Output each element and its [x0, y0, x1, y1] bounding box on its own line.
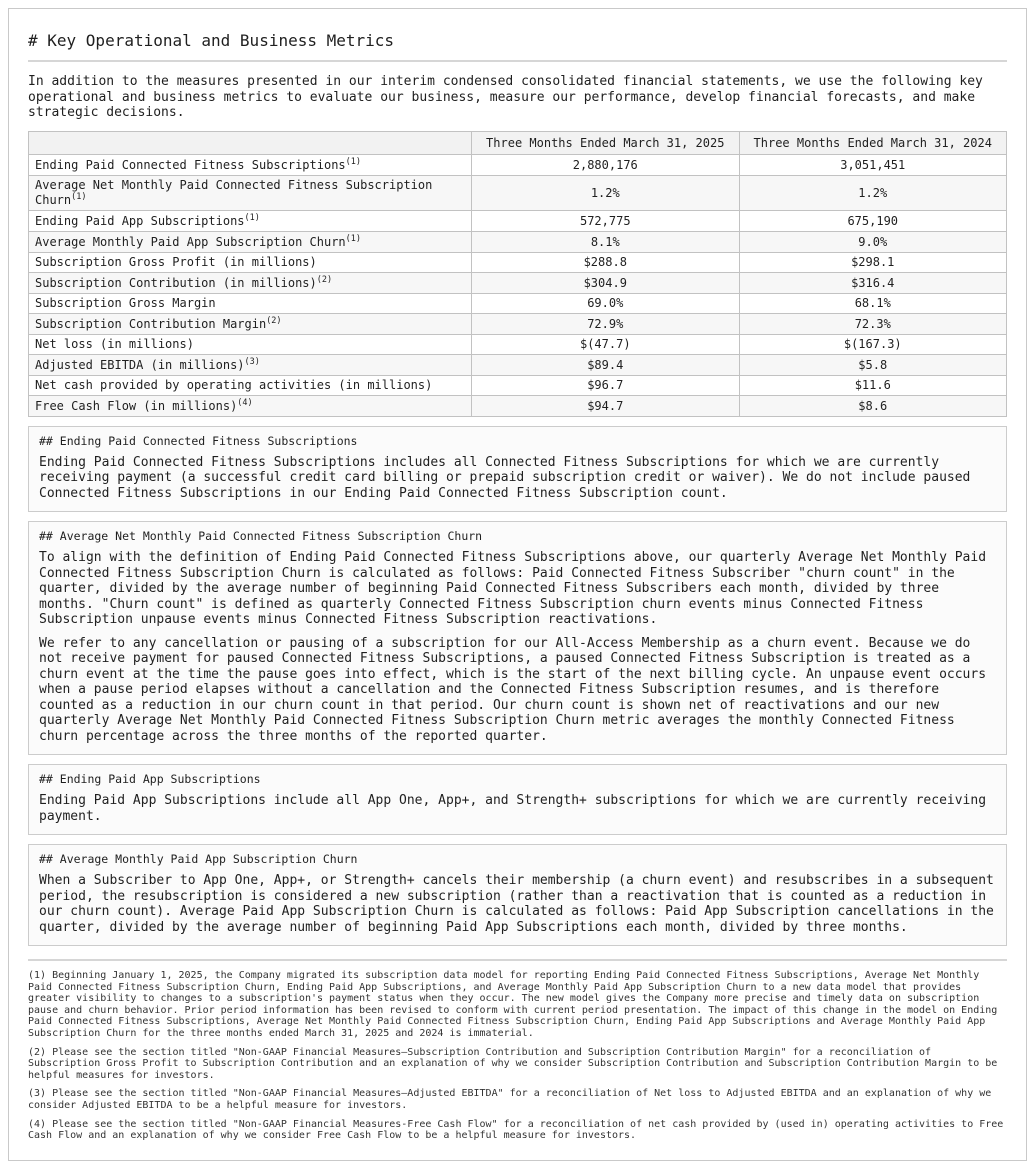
value-2024: $298.1 — [739, 252, 1007, 272]
section-paragraph: Ending Paid Connected Fitness Subscriptions includes all Connected Fitness Subscriptions for which we are currently receiving payment (a successful credit card billing or prepaid subscription credit or waiver). We do not include paused Connected Fitness Subscriptions in our Ending Paid Connected Fitness Subscription count. — [39, 454, 971, 501]
definition-section — [28, 521, 1007, 755]
value-2024: 9.0% — [739, 231, 1007, 252]
footnotes — [28, 970, 1007, 1142]
metric-label: Net cash provided by operating activities (in millions) — [29, 375, 472, 395]
value-2025: $89.4 — [472, 354, 739, 375]
definition-sections — [28, 426, 1007, 947]
section-paragraph: Ending Paid App Subscriptions include all App One, App+, and Strength+ subscriptions for which we are currently receiving payment. — [39, 793, 987, 824]
section-paragraph: When a Subscriber to App One, App+, or Strength+ cancels their membership (a churn event) and resubscribes in a subsequent period, the resubscription is considered a new subscription (rather than a reactivation that is counted as a reduction in our churn count). Average Paid App Subscription Churn is calculated as follows: Paid App Subscription cancellations in the quarter, divided by the average number of beginning Paid App Subscriptions each month, divided by three months. — [39, 873, 994, 935]
intro-paragraph: In addition to the measures presented in our interim condensed consolidated financial statements, we use the following key operational and business metrics to evaluate our business, measure our performance, develop financial forecasts, and make strategic decisions. — [28, 74, 983, 120]
table-row — [29, 175, 1007, 210]
section-heading: ## Ending Paid Connected Fitness Subscriptions — [39, 433, 358, 448]
table-row — [29, 154, 1007, 175]
value-2024: 3,051,451 — [739, 154, 1007, 175]
footnote-ref: (1) — [345, 157, 362, 167]
metric-label: Free Cash Flow (in millions)$^{(4)}$ — [29, 395, 472, 416]
metric-label: Subscription Gross Margin — [29, 293, 472, 313]
value-2025: 8.1% — [472, 231, 739, 252]
footnotes-divider — [28, 959, 1007, 961]
page-title: # Key Operational and Business Metrics — [28, 31, 1007, 62]
value-2025: $(47.7) — [472, 334, 739, 354]
metrics-table-header — [29, 131, 1007, 154]
section-paragraph: To align with the definition of Ending Paid Connected Fitness Subscriptions above, our quarterly Average Net Monthly Paid Connected Fitness Subscription Churn is calculated as follows: Paid Connected Fitness Subscriber "churn count" in the quarter, divided by the average number of beginning Paid Connected Fitness Subscribers each month, divided by three months. "Churn count" is defined as quarterly Connected Fitness Subscription churn events minus Connected Fitness Subscription unpause events minus Connected Fitness Subscription reactivations. — [39, 550, 987, 627]
footnote: (1) Beginning January 1, 2025, the Company migrated its subscription data model for reporting Ending Paid Connected Fitness Subscriptions, Average Net Monthly Paid Connected Fitness Subscription Churn, Ending Paid App Subscriptions, and Average Monthly Paid App Subscription Churn to a new data model that provides greater visibility to changes to a subscription's payment status when they occur. The new model gives the Company more precise and timely data on subscription pause and churn behavior. Prior period information has been revised to conform with current period presentation. The impact of this change in the model on Ending Paid Connected Fitness Subscriptions, Average Net Monthly Paid Connected Fitness Subscription Churn, Ending Paid App Subscriptions and Average Monthly Paid App Subscription Churn for the three months ended March 31, 2025 and 2024 is immaterial. — [28, 970, 998, 1039]
value-2024: 1.2% — [739, 175, 1007, 210]
metric-label: Subscription Gross Profit (in millions) — [29, 252, 472, 272]
value-2025: 572,775 — [472, 210, 739, 231]
metric-label: Ending Paid Connected Fitness Subscriptions$^{(1)}$ — [29, 154, 472, 175]
metric-label: Ending Paid App Subscriptions$^{(1)}$ — [29, 210, 472, 231]
table-row — [29, 210, 1007, 231]
metric-label: Average Net Monthly Paid Connected Fitness Subscription Churn$^{(1)}$ — [29, 175, 472, 210]
footnote: (3) Please see the section titled "Non-GAAP Financial Measures—Adjusted EBITDA" for a reconciliation of Net loss to Adjusted EBITDA and an explanation of why we consider Adjusted EBITDA to be a helpful measure for investors. — [28, 1088, 992, 1111]
value-2025: $304.9 — [472, 272, 739, 293]
value-2025: $94.7 — [472, 395, 739, 416]
table-header-row — [29, 131, 1007, 154]
footnote-ref: (4) — [237, 398, 253, 408]
value-2024: $5.8 — [739, 354, 1007, 375]
value-2024: 675,190 — [739, 210, 1007, 231]
metrics-table-body — [29, 154, 1007, 416]
value-2025: $288.8 — [472, 252, 739, 272]
value-2024: $11.6 — [739, 375, 1007, 395]
value-2024: 72.3% — [739, 313, 1007, 334]
section-heading: ## Average Monthly Paid App Subscription Churn — [39, 852, 358, 866]
table-row — [29, 334, 1007, 354]
section-heading: ## Ending Paid App Subscriptions — [39, 772, 261, 786]
footnote-ref: (1) — [71, 192, 87, 202]
metrics-table — [28, 131, 1007, 417]
metric-column-header — [29, 131, 472, 154]
table-row — [29, 252, 1007, 272]
table-row — [29, 313, 1007, 334]
footnote-ref: (3) — [244, 357, 260, 367]
section-heading: ## Average Net Monthly Paid Connected Fitness Subscription Churn — [39, 529, 483, 543]
value-2024: $316.4 — [739, 272, 1007, 293]
footnote: (2) Please see the section titled "Non-GAAP Financial Measures—Subscription Contribution and Subscription Contribution Margin" for a reconciliation of Subscription Gross Profit to Subscription Contribution and an explanation of why we consider Subscription Contribution and Subscription Contribution Margin to be helpful measures for investors. — [28, 1046, 998, 1081]
period-2025-header: Three Months Ended March 31, 2025 — [472, 131, 739, 154]
table-row — [29, 375, 1007, 395]
value-2025: 2,880,176 — [472, 154, 739, 175]
value-2024: 68.1% — [739, 293, 1007, 313]
period-2024-header: Three Months Ended March 31, 2024 — [739, 131, 1007, 154]
value-2025: 72.9% — [472, 313, 739, 334]
value-2025: 69.0% — [472, 293, 739, 313]
table-row — [29, 272, 1007, 293]
definition-section — [28, 764, 1007, 835]
table-row — [29, 293, 1007, 313]
value-2024: $8.6 — [739, 395, 1007, 416]
metric-label: Subscription Contribution Margin$^{(2)}$ — [29, 313, 472, 334]
definition-section — [28, 426, 1007, 513]
table-row — [29, 354, 1007, 375]
value-2024: $(167.3) — [739, 334, 1007, 354]
footnote-ref: (1) — [345, 234, 362, 244]
table-row — [29, 231, 1007, 252]
value-2025: 1.2% — [472, 175, 739, 210]
table-row — [29, 395, 1007, 416]
value-2025: $96.7 — [472, 375, 739, 395]
section-paragraph: We refer to any cancellation or pausing of a subscription for our All-Access Membership as a churn event. Because we do not receive payment for paused Connected Fitness Subscriptions, a paused Connected Fitness Subscription is treated as a churn event at the time the pause goes into effect, which is the start of the next billing cycle. An unpause event occurs when a pause period elapses without a cancellation and the Connected Fitness Subscription resumes, and is therefore counted as a reduction in our churn count in that period. Our churn count is shown net of reactivations and our new quarterly Average Net Monthly Paid Connected Fitness Subscription Churn metric averages the monthly Connected Fitness churn percentage across the three months of the reported quarter. — [39, 635, 987, 744]
footnote: (4) Please see the section titled "Non-GAAP Financial Measures-Free Cash Flow" for a reconciliation of net cash provided by (used in) operating activities to Free Cash Flow and an explanation of why we consider Free Cash Flow to be a helpful measure for investors. — [28, 1118, 1004, 1142]
definition-section — [28, 844, 1007, 946]
footnote-ref: (1) — [244, 213, 260, 223]
metric-label: Average Monthly Paid App Subscription Churn$^{(1)}$ — [29, 231, 472, 252]
footnote-ref: (2) — [266, 316, 282, 326]
metric-label: Adjusted EBITDA (in millions)$^{(3)}$ — [29, 354, 472, 375]
document-page — [8, 8, 1027, 1161]
metric-label: Subscription Contribution (in millions)$^{(2)}$ — [29, 272, 472, 293]
metric-label: Net loss (in millions) — [29, 334, 472, 354]
footnote-ref: (2) — [316, 275, 333, 285]
